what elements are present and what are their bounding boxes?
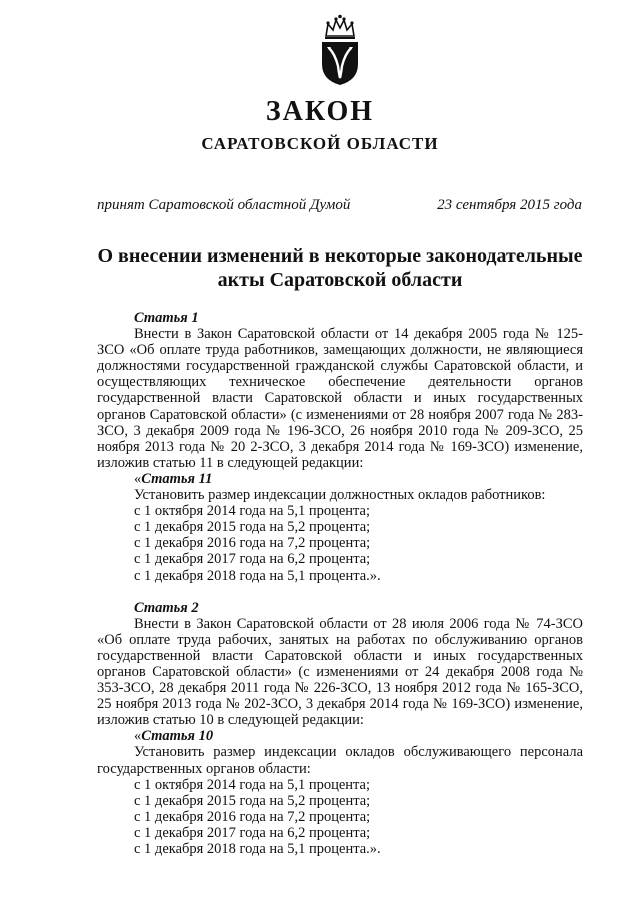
quoted-article-10: Статья 10	[141, 728, 214, 745]
adoption-info	[97, 196, 582, 214]
article-1-title: Статья 1	[134, 310, 199, 326]
law-region: САРАТОВСКОЙ ОБЛАСТИ	[201, 134, 439, 153]
coat-of-arms-emblem	[318, 14, 362, 86]
article-1-item: с 1 октября 2014 года на 5,1 процента;	[134, 503, 371, 520]
article-1-item: с 1 декабря 2018 года на 5,1 процента.».	[134, 567, 381, 584]
article-1-item: с 1 декабря 2015 года на 5,2 процента;	[134, 519, 371, 536]
article-2-title: Статья 2	[134, 599, 199, 616]
article-2-item: с 1 декабря 2016 года на 7,2 процента;	[134, 808, 371, 825]
article-2-quoted-text: Установить размер индексации окладов обслуживающего персонала государственных органов области:	[97, 744, 583, 777]
law-title: ЗАКОН	[265, 96, 375, 127]
document-heading	[90, 244, 590, 292]
article-1-quoted-title	[97, 471, 583, 487]
article-2-item: с 1 декабря 2015 года на 5,2 процента;	[134, 792, 371, 809]
article-2-item: с 1 октября 2014 года на 5,1 процента;	[134, 776, 371, 793]
article-2-quoted-title	[97, 728, 583, 744]
spacer	[97, 584, 583, 600]
article-2-item: с 1 декабря 2018 года на 5,1 процента.».	[134, 841, 381, 857]
heading-line-2: акты Саратовской области	[217, 269, 463, 291]
article-1-text: Внести в Закон Саратовской области от 14 декабря 2005 года № 125-ЗСО «Об оплате труда работников, замещающих должности, не являющиеся должностями государственной гражданской службы Саратовской области, и осуществляющих техническое обеспечение деятельности органов государственной власти Саратовской области и иных государственных органов Саратовской области» (с изменениями от 28 ноября 2007 года № 283-ЗСО, 3 декабря 2009 года № 196-ЗСО, 26 ноября 2010 года № 209-ЗСО, 25 ноября 2013 года № 20 2-ЗСО, 3 декабря 2014 года № 169-ЗСО) изменение, изложив статью 11 в следующей редакции:	[97, 326, 583, 471]
document-body	[97, 310, 583, 857]
article-1-item: с 1 декабря 2016 года на 7,2 процента;	[134, 535, 371, 552]
quote-open-mark: «	[134, 470, 142, 487]
heading-line-1: О внесении изменений в некоторые законодательные	[97, 245, 583, 267]
article-1-item: с 1 декабря 2017 года на 6,2 процента;	[134, 551, 371, 568]
adoption-date: 23 сентября 2015 года	[437, 197, 582, 213]
quoted-article-11: Статья 11	[141, 470, 213, 487]
article-2-text: Внести в Закон Саратовской области от 28 июля 2006 года № 74-ЗСО «Об оплате труда рабочих, занятых на работах по обслуживанию органов государственной власти Саратовской области и иных государственных органов Саратовской области» (с изменениями от 24 декабря 2008 года № 353-ЗСО, 28 декабря 2011 года № 226-ЗСО, 13 ноября 2012 года № 165-ЗСО, 25 ноября 2013 года № 202-ЗСО, 3 декабря 2014 года № 169-ЗСО) изменение, изложив статью 10 в следующей редакции:	[97, 615, 583, 729]
article-1-quoted-text: Установить размер индексации должностных окладов работников:	[134, 487, 546, 504]
quote-open-mark: «	[134, 728, 142, 745]
adopted-by: принят Саратовской областной Думой	[97, 197, 351, 213]
article-2-item: с 1 декабря 2017 года на 6,2 процента;	[134, 824, 371, 841]
